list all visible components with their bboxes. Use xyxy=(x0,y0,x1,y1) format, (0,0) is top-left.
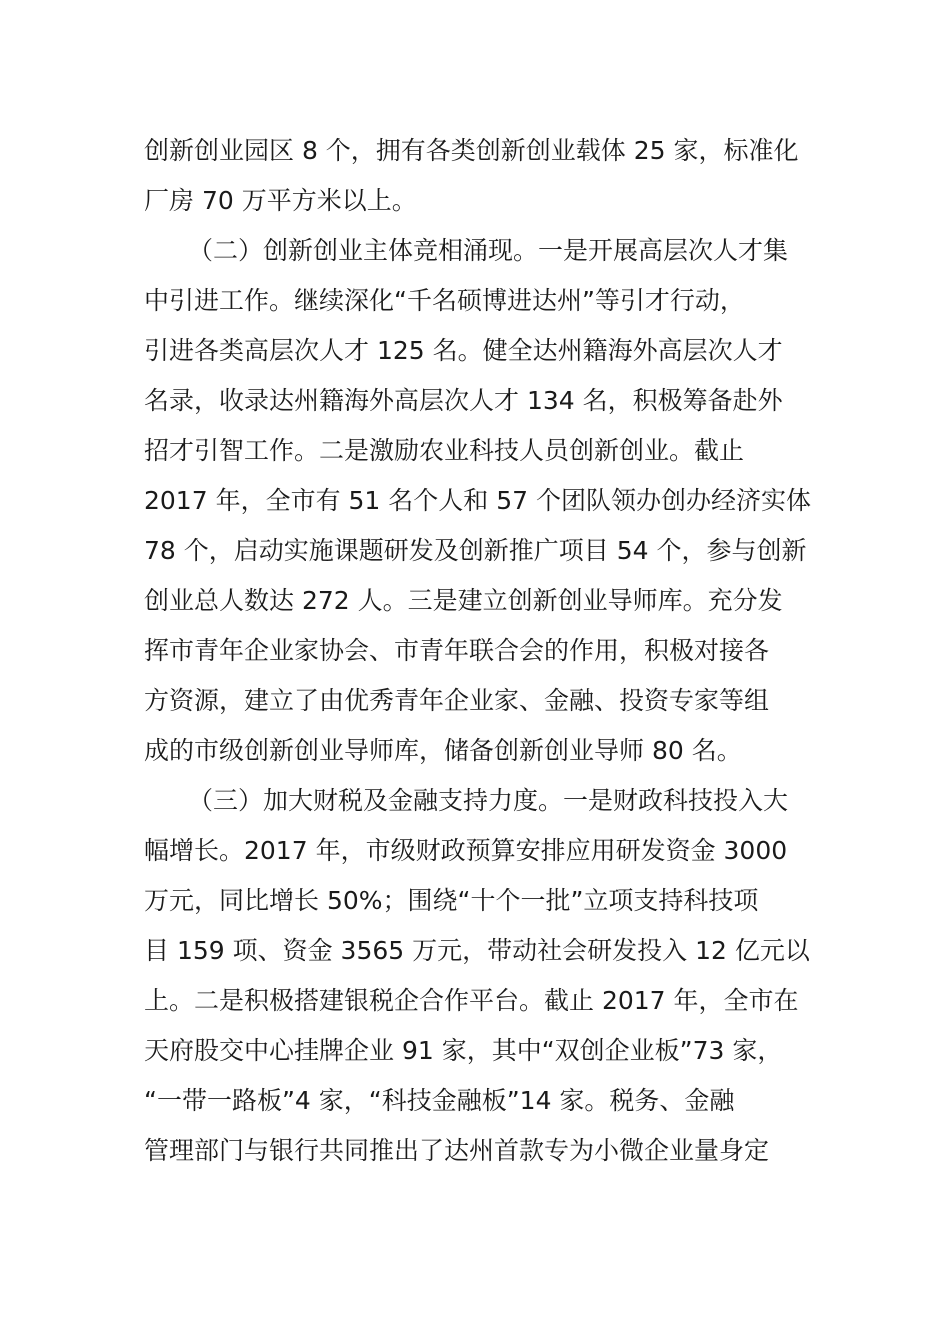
text-line: 幅增长。2017 年，市级财政预算安排应用研发资金 3000 xyxy=(144,836,788,865)
text-line: 创新创业园区 8 个，拥有各类创新创业载体 25 家，标准化 xyxy=(144,136,799,165)
text-line: 目 159 项、资金 3565 万元，带动社会研发投入 12 亿元以 xyxy=(144,936,810,965)
text-line: “一带一路板”4 家，“科技金融板”14 家。税务、金融 xyxy=(144,1086,735,1115)
text-line: 2017 年，全市有 51 名个人和 57 个团队领办创办经济实体 xyxy=(144,486,811,515)
text-line: 上。二是积极搭建银税企合作平台。截止 2017 年，全市在 xyxy=(144,986,799,1015)
text-line: 万元，同比增长 50%；围绕“十个一批”立项支持科技项 xyxy=(144,886,759,915)
text-line: 成的市级创新创业导师库，储备创新创业导师 80 名。 xyxy=(144,736,742,765)
text-line: 78 个，启动实施课题研发及创新推广项目 54 个，参与创新 xyxy=(144,536,807,565)
text-line: 引进各类高层次人才 125 名。健全达州籍海外高层次人才 xyxy=(144,336,783,365)
text-line: 名录，收录达州籍海外高层次人才 134 名，积极筹备赴外 xyxy=(144,386,783,415)
text-line: 招才引智工作。二是激励农业科技人员创新创业。截止 xyxy=(144,436,745,465)
text-line: （三）加大财税及金融支持力度。一是财政科技投入大 xyxy=(188,786,789,815)
text-line: 方资源，建立了由优秀青年企业家、金融、投资专家等组 xyxy=(144,686,770,715)
text-line: 挥市青年企业家协会、市青年联合会的作用，积极对接各 xyxy=(144,636,770,665)
text-line: 管理部门与银行共同推出了达州首款专为小微企业量身定 xyxy=(144,1136,770,1165)
text-line: 中引进工作。继续深化“千名硕博进达州”等引才行动， xyxy=(144,286,745,315)
text-line: 厂房 70 万平方米以上。 xyxy=(144,186,417,215)
document-body xyxy=(144,126,824,1176)
text-line: 创业总人数达 272 人。三是建立创新创业导师库。充分发 xyxy=(144,586,783,615)
text-line: 天府股交中心挂牌企业 91 家，其中“双创企业板”73 家， xyxy=(144,1036,783,1065)
text-line: （二）创新创业主体竞相涌现。一是开展高层次人才集 xyxy=(188,236,789,265)
